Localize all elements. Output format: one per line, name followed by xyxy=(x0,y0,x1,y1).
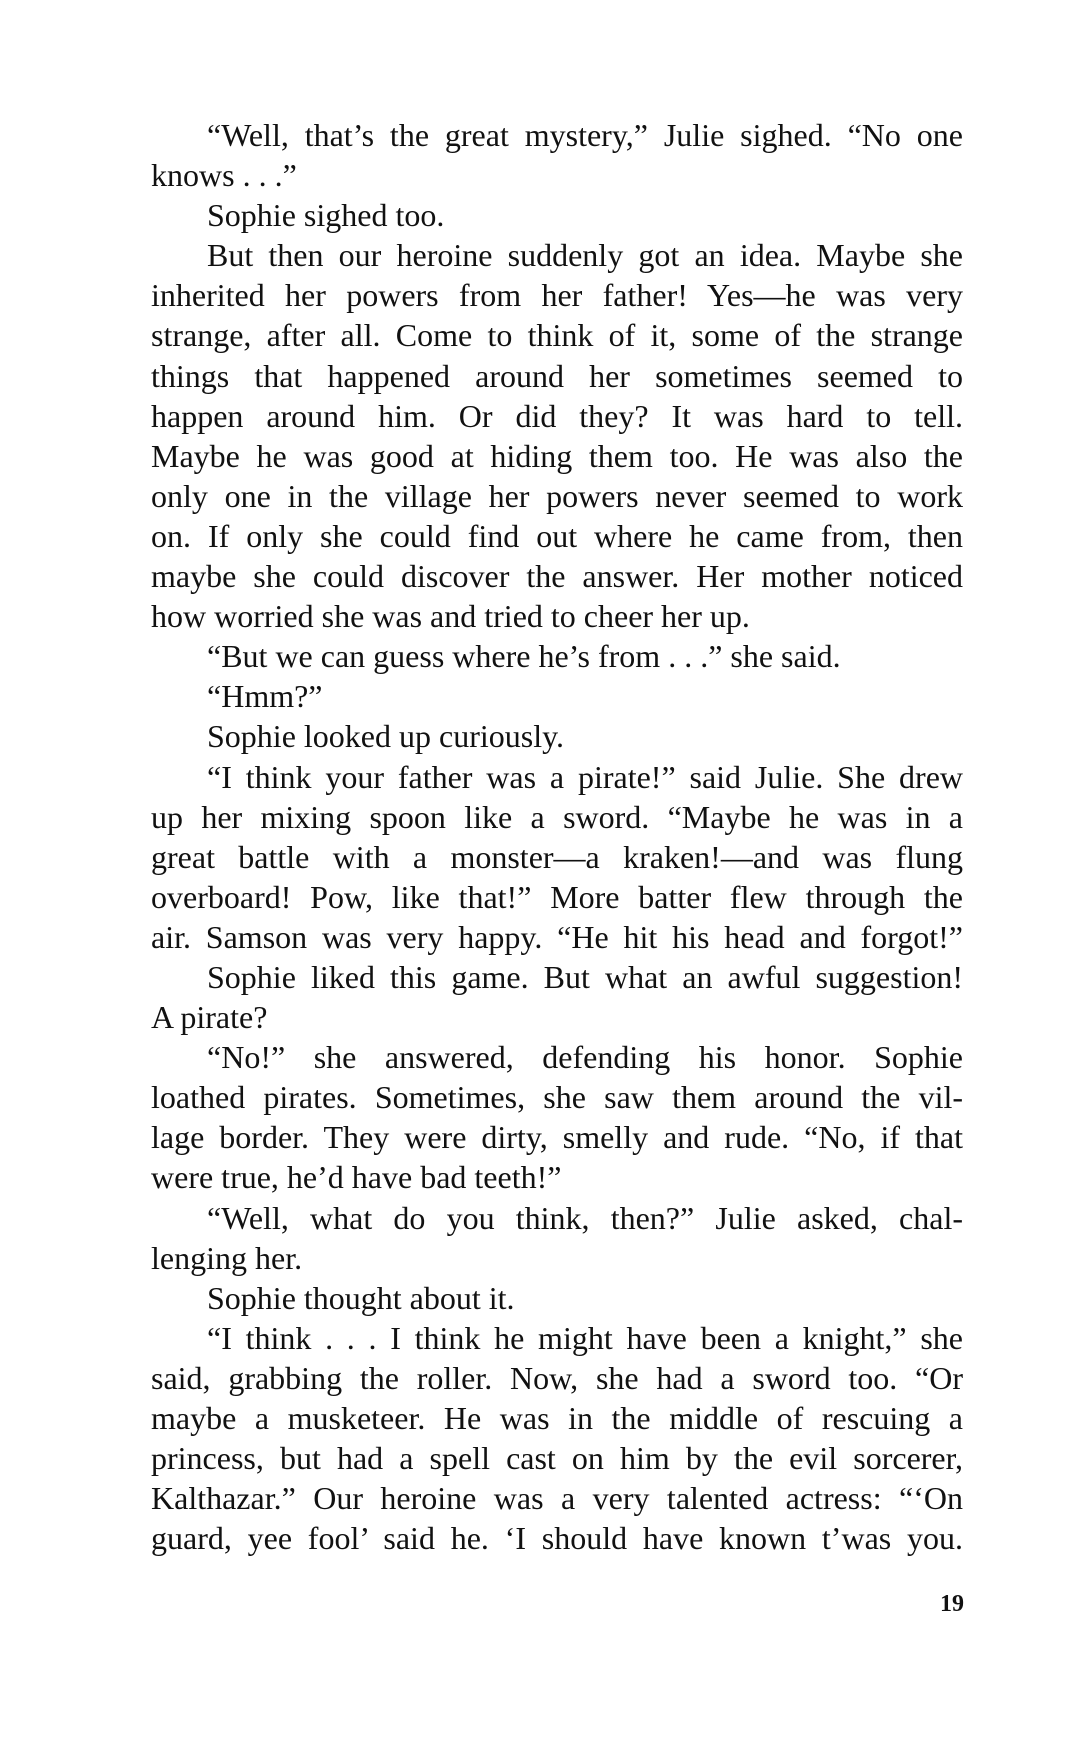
text-line: princess, but had a spell cast on him by the evil sorcerer, xyxy=(151,1440,963,1477)
page-number: 19 xyxy=(940,1591,964,1617)
text-line: Sophie sighed too. xyxy=(207,197,445,234)
text-line: guard, yee fool’ said he. ‘I should have known t’was you. xyxy=(151,1520,963,1557)
text-line: inherited her powers from her father! Yes—he was very xyxy=(151,277,963,314)
text-line: “No!” she answered, defending his honor. Sophie xyxy=(207,1039,963,1076)
text-line: up her mixing spoon like a sword. “Maybe he was in a xyxy=(151,798,963,835)
text-line: Maybe he was good at hiding them too. He was also the xyxy=(151,437,963,474)
text-line: only one in the village her powers never seemed to work xyxy=(151,477,963,514)
text-line: Sophie liked this game. But what an awful suggestion! xyxy=(207,958,963,995)
text-line: said, grabbing the roller. Now, she had a sword too. “Or xyxy=(151,1359,963,1396)
text-line: lage border. They were dirty, smelly and rude. “No, if that xyxy=(151,1119,963,1156)
text-line: But then our heroine suddenly got an idea. Maybe she xyxy=(207,237,963,274)
text-line: “Hmm?” xyxy=(207,678,323,715)
body-text xyxy=(151,115,963,1558)
text-line: maybe a musketeer. He was in the middle of rescuing a xyxy=(151,1400,963,1436)
text-line: Sophie looked up curiously. xyxy=(207,718,564,755)
text-line: Kalthazar.” Our heroine was a very talented actress: “‘On xyxy=(151,1480,963,1517)
text-line: overboard! Pow, like that!” More batter flew through the xyxy=(151,878,963,915)
text-line: loathed pirates. Sometimes, she saw them around the vil- xyxy=(151,1079,963,1116)
text-line: how worried she was and tried to cheer her up. xyxy=(151,598,750,635)
text-line: air. Samson was very happy. “He hit his head and forgot!” xyxy=(151,918,963,955)
text-line: on. If only she could find out where he came from, then xyxy=(151,517,963,554)
text-line: maybe she could discover the answer. Her mother noticed xyxy=(151,558,963,595)
text-line: great battle with a monster—a kraken!—and was flung xyxy=(151,838,963,875)
text-line: “Well, what do you think, then?” Julie asked, chal- xyxy=(207,1199,963,1236)
text-line: knows . . .” xyxy=(151,157,297,194)
text-line: A pirate? xyxy=(151,999,268,1036)
text-line: Sophie thought about it. xyxy=(207,1279,515,1316)
text-line: were true, he’d have bad teeth!” xyxy=(151,1159,562,1196)
text-line: “I think your father was a pirate!” said Julie. She drew xyxy=(207,758,963,795)
text-line: things that happened around her sometimes seemed to xyxy=(151,357,963,394)
text-line: happen around him. Or did they? It was hard to tell. xyxy=(151,397,963,434)
text-line: “Well, that’s the great mystery,” Julie sighed. “No one xyxy=(207,117,963,153)
text-line: “But we can guess where he’s from . . .” she said. xyxy=(207,638,841,675)
text-line: strange, after all. Come to think of it, some of the strange xyxy=(151,317,963,354)
text-line: lenging her. xyxy=(151,1239,303,1276)
text-line: “I think . . . I think he might have been a knight,” she xyxy=(207,1319,963,1356)
